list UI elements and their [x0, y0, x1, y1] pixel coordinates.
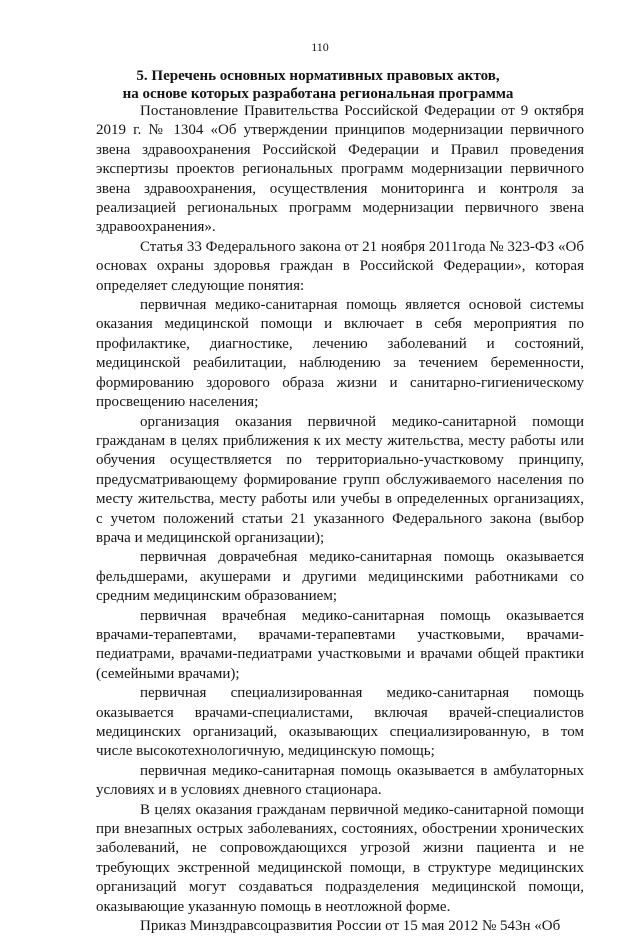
- paragraph-resolution-1304: Постановление Правительства Российской Федерации от 9 октября 2019 г. № 1304 «Об утверждении принципов модернизации первичного звена здравоохранения Российской Федерации и Правил проведения экспертизы проектов региональных программ модернизации первичного звена здравоохранения, осуществления мониторинга и контроля за реализацией региональных программ модернизации первичного звена здравоохранения».: [96, 103, 584, 236]
- section-title: [96, 67, 540, 103]
- page-number: 110: [311, 40, 329, 54]
- paragraph-order-543n: Приказ Минздравсоцразвития России от 15 мая 2012 № 543н «Об: [140, 918, 561, 935]
- paragraph-urgent-care-units: В целях оказания гражданам первичной медико-санитарной помощи при внезапных острых заболеваниях, состояниях, обострении хронических заболеваний, не сопровождающихся угрозой жизни пациента и не требующих экстренной медицинской помощи, в структуре медицинских организаций могут создаваться подразделения медицинской помощи, оказывающие указанную помощь в неотложной форме.: [96, 801, 584, 915]
- paragraph-territorial-principle: организация оказания первичной медико-санитарной помощи гражданам в целях приближения к их месту жительства, месту работы или обучения осуществляется по территориально-участковому принципу, предусматривающему формирование групп обслуживаемого населения по месту жительства, месту работы или учебы в определенных организациях, с учетом положений статьи 21 указанного Федерального закона (выбор врача и медицинской организации);: [96, 413, 584, 546]
- section-title-line-1: 5. Перечень основных нормативных правовых актов,: [136, 68, 500, 84]
- paragraph-primary-care-definition: первичная медико-санитарная помощь является основой системы оказания медицинской помощи и включает в себя мероприятия по профилактике, диагностике, лечению заболеваний и состояний, медицинской реабилитации, наблюдению за течением беременности, формированию здорового образа жизни и санитарно-гигиеническому просвещению населения;: [96, 297, 584, 411]
- paragraph-pre-medical-care: первичная доврачебная медико-санитарная помощь оказывается фельдшерами, акушерами и другими медицинскими работниками со средним медицинским образованием;: [96, 549, 584, 605]
- paragraph-physician-care: первичная врачебная медико-санитарная помощь оказывается врачами-терапевтами, врачами-терапевтами участковыми, врачами-педиатрами, врачами-педиатрами участковыми и врачами общей практики (семейными врачами);: [96, 607, 584, 682]
- body-text: [96, 102, 584, 936]
- paragraph-article-33: Статья 33 Федерального закона от 21 ноября 2011года № 323-ФЗ «Об основах охраны здоровья граждан в Российской Федерации», которая определяет следующие понятия:: [96, 238, 584, 294]
- section-title-line-2: на основе которых разработана региональная программа: [122, 86, 514, 102]
- paragraph-specialized-care: первичная специализированная медико-санитарная помощь оказывается врачами-специалистами, включая врачей-специалистов медицинских организаций, оказывающих специализированную, в том числе высокотехнологичную, медицинскую помощь;: [96, 685, 584, 760]
- paragraph-care-conditions: первичная медико-санитарная помощь оказывается в амбулаторных условиях и в условиях дневного стационара.: [96, 762, 584, 799]
